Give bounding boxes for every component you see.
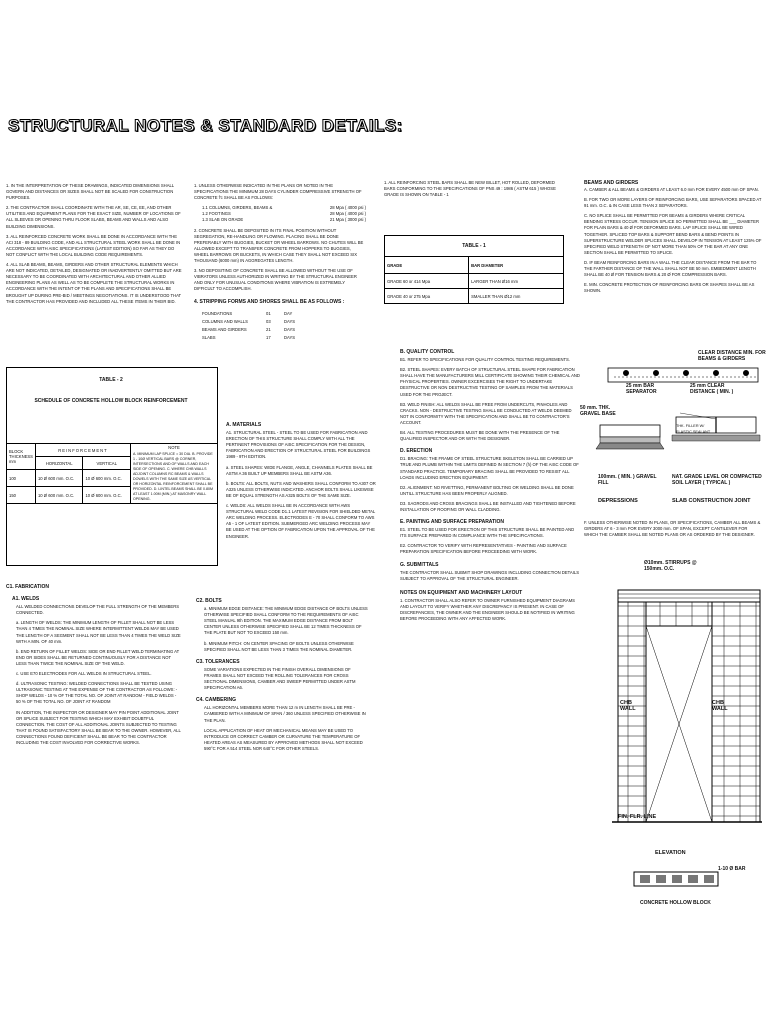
materials-steel: a. STEEL SHAPES: WIDE FLANGE, ANGLE, CHANNELS PLATES SHALL BE ASTM A 36 BUILT UP MEMBERS SHALL BE ASTM A36. (226, 464, 373, 476)
beams-girders-heading: BEAMS AND GIRDERS (584, 180, 639, 186)
welds-text: ALL WELDED CONNECTIONS DEVELOP THE FULL STRENGTH OF THE MEMBERS CONNECTED. (16, 604, 180, 616)
table-1-header: BAR DIAMETER (469, 257, 564, 274)
erection-d3: D3. SAGRODS AND CROSS BRACINGS SHALL BE INSTALLED AND TIGHTENED BEFORE INSTALLATION OF ROOFING OR WALL CLADDING. (400, 500, 576, 512)
finish-floor-line-label: FIN. FLR. LINE (618, 814, 657, 820)
table-cell: GRADE 60 or 414 Mpa (385, 274, 469, 289)
concrete-notes (194, 183, 366, 342)
strength-value: 28 Mpa ( 4000 psi ) (329, 211, 366, 217)
beam-note-b: B. FOR TWO OR MORE LAYERS OF REINFORCING BARS, USE SEPARATORS SPACED AT 91 mm. O.C. & IN CASE LESS THAN 2 SEPARATORS. (584, 197, 762, 209)
table-cell: SMALLER THAN Ø12 mm (469, 289, 564, 304)
table-cell: 10 Ø 600 mm. O.C. (83, 487, 131, 504)
table-cell: 10 Ø 600 mm. O.C. (35, 470, 83, 487)
beam-note-d: D. IF BEAM REINFORCING BARS IN A WALL THE CLEAR DISTANCE FROM THE BAR TO THE FARTHER DISTANCE OF THE WALL SHALL NOT BE 50 mm. EMBEDMENT LENGTH SHALL BE 40 Ø FOR TENSION BARS & 20 Ø FOR COMPRESSION BARS. (584, 259, 757, 278)
table-cell: 10 Ø 600 mm. O.C. (83, 470, 131, 487)
erection-d1: D1. BRACING: THE FRAME OF STEEL STRUCTURE SKELETON SHALL BE CARRIED UP TRUE AND PLUMB WITHIN THE LIMITS DEFINED IN SECTION 7 (h) OF THE AISC CODE OF STANDARD PRACTICE. TEMPORARY BRACING SHALL BE PROVIDED TO RESIST ALL LOADS INCLUDING ERECTION EQUIPMENT. (400, 456, 579, 480)
weld-length: a. LENGTH OF WELDS: THE MINIMUM LENGTH OF FILLET SHALL NOT BE LESS THAN 4 TIMES THE NOMINAL SIZE WHERE INTERMITTENT WELDS MAY BE USED THE LENGTH OF A SEGMENT SHALL NOT BE LESS THAN 4 TIMES THE WELD SIZE WITH A MIN. OF 40 mm. (16, 620, 181, 644)
table-2-note: A. MINIMUM LAP SPLICE = 30 DIA. B. PROVIDE 1 - 10Ø VERTICAL BARS @ CORNER, INTERSECTIONS AND OF WALLS AND EACH SIDE OF OPENING. C. WHERE CHB WALLS ADJOINT COLUMNS RC BEAMS & WALLS DOWELS WITH THE SAME SIZE AS VERTICAL OR HORIZONTAL REINFORCEMENT SHALL BE PROVIDED. D. LINTEL BEAMS SHALL BE 0.80M AT LEAST 1.00M (MIN.) AT MASONRY WALL OPENING. (133, 452, 214, 501)
beam-note-a: A. CAMBER & ALL BEAMS & GIRDERS AT LEAST 6.0 mm FOR EVERY 4500 mm OF SPAN. (584, 187, 759, 192)
cambering-text: ALL HORIZONTAL MEMBERS MORE THAN 12 m IN LENGTH SHALL BE PRE - CAMBERED WITH A MINIMUM OF SPAN / 360 UNLESS SPECIFIED OTHERWISE IN THE PLAN. (204, 705, 366, 723)
painting-heading: E. PAINTING AND SURFACE PREPARATION (400, 519, 504, 526)
depressions-label: DEPRESSIONS (598, 498, 638, 504)
stripping-item: FOUNDATIONS (202, 310, 233, 316)
materials-bolts: b. BOLTS: ALL BOLTS, NUTS AND WASHERS SHALL CONFORM TO A307 OR A325 UNLESS OTHERWISE INDICATED. ANCHOR BOLTS SHALL LIKEWISE BE OF EQUAL STRENGTH AS A325 BOLTS OF THE SAME SIZE. (226, 480, 376, 498)
painting-e1: E1. STEEL TO BE USED FOR ERECTION OF THIS STRUCTURE SHALL BE PAINTED AND ITS SURFACE PREPARED IN COMPLIANCE WITH THE SPECIFICATIONS. (400, 527, 575, 539)
stripping-title: 4. STRIPPING FORMS AND SHORES SHALL BE AS FOLLOWS : (194, 298, 345, 305)
clear-distance-label: CLEAR DISTANCE MIN. FOR BEAMS & GIRDERS (698, 350, 766, 363)
elevation-label: ELEVATION (655, 850, 686, 856)
concrete-note-2: 2. CONCRETE SHALL BE DEPOSITED IN ITS FINAL POSITION WITHOUT SEGREGATION, RE-HANDLING OR FLOWING. PLACING SHALL BE DONE PREFERABLY WITH BUGGIES, BUCKET OR WHEEL BARROWS. NO CHUTES WILL BE ALLOWED EXCEPT TO TRANSFER CONCRETE FROM HOPPERS TO BUGGIES, WHEEL BARROWS OR BUCKETS, IN WHICH CASE THEY SHALL NOT EXCEED SIX THOUSAND (6000 mm) IN AGGREGATES LENGTH. (194, 227, 364, 264)
submittals-text: THE CONTRACTOR SHALL SUBMIT SHOP DRAWINGS INCLUDING CONNECTION DETAILS SUBJECT TO APPROVAL OF THE STRUCTURAL ENGINEER. (400, 569, 579, 581)
strength-list (202, 205, 366, 223)
bar-separator-label: 25 mm BAR SEPARATOR (626, 383, 657, 396)
beam-note-e: E. MIN. CONCRETE PROTECTION OF REINFORCING BARS OR SHAPES SHALL BE AS SHOWN. (584, 282, 755, 294)
table-1-header: GRADE (385, 257, 469, 274)
tolerances-text: SOME VARIATIONS EXPECTED IN THE FINISH OVERALL DIMENSIONS OF FRAMES SHALL NOT EXCEED THE ROLLING TOLERANCES FOR CROSS SECTIONAL DIMENSIONS, CAMBER AND SWEEP PERMITTED UNDER ASTM SPECIFICATION A6. (204, 666, 356, 691)
stripping-row (200, 326, 297, 334)
chb-section (632, 868, 722, 892)
horizontal-header: HORIZONTAL (35, 457, 83, 470)
bolts-heading: C2. BOLTS (196, 598, 222, 604)
materials-a1: A1. STRUCTURAL STEEL - STEEL TO BE USED FOR FABRICATION AND ERECTION OF THIS STRUCTURE SHALL COMPLY WITH ALL THE PERTINENT PROVISIONS OF AISC SPECIFICATION FOR THE DESIGN, FABRICATION AND ERECTION OF STRUCTURAL STEEL FOR BUILDINGS 1989 - 9TH EDITION. (226, 430, 371, 460)
general-note-3: 3. ALL REINFORCED CONCRETE WORK SHALL BE DONE IN ACCORDANCE WITH THE ACI 318 - 89 BUILDING CODE, AND ALL STRUCTURAL STEEL WORK SHALL BE DONE IN ACCORDANCE WITH AISC SPECIFICATIONS (LATEST EDITION) SO FAR AS THEY DO NOT CONFLICT WITH THE LOCAL BUILDING CODE REQUIREMENTS. (6, 233, 181, 257)
cambering-heading: C4. CAMBERING (196, 697, 237, 704)
strength-row (202, 217, 366, 223)
equipment-heading: NOTES ON EQUIPMENT AND MACHINERY LAYOUT (400, 589, 523, 596)
table-row (385, 274, 564, 289)
stripping-table (200, 310, 297, 342)
grade-label: NAT. GRADE LEVEL OR COMPACTED SOIL LAYER ( TYPICAL ) (672, 474, 762, 487)
block-header: BLOCK THICKNESS mm (7, 444, 36, 470)
table-2 (6, 443, 218, 504)
beam-note-c: C. NO SPLICE SHALL BE PERMITTED FOR BEAMS & GIRDERS WHERE CRITICAL BENDING STRESS OCCUR. TENSION SPLICE SO PERMITTED SHALL BE ___ DIAMETER FOR PLAIN BARS & 40 Ø FOR DEFORMED BARS. LAP SPLICE SHALL BE WIRED TOGETHER. SPLICED TOP BARS & SUPPORT BEND BARS & BEND POINTS IN SUPERSTRUCTURE WELDER SPLICES SHALL DEVELOP IN TENSION AT LEAST 125% OF SPECIFIED WELD STRENGTH OF NOT MORE THAN 50% OF THE BAR AT ANY ONE SECTION SHALL BE PERMITTED TO SPLICE. (584, 213, 762, 255)
stripping-unit: DAYS (284, 326, 296, 332)
stripping-num: 01 (266, 310, 271, 316)
painting-e2: E2. CONTRACTOR TO VERIFY WITH REPRESENTATIVES - PAINTING AND SURFACE PREPARATION SPECIFICATION BEFORE PROCEEDING WITH WORK. (400, 543, 567, 555)
chb-wall-left-label: CHB WALL (620, 700, 636, 712)
gravel-base-label: 50 mm. THK. GRAVEL BASE (580, 405, 616, 418)
qc-b1: B1. REFER TO SPECIFICATIONS FOR QUALITY CONTROL TESTING REQUIREMENTS. (400, 357, 571, 363)
filler-label: THK. FILLER W/ ELASTIC SEALANT (676, 424, 711, 435)
stripping-unit: DAYS (284, 318, 296, 324)
strength-value: 28 Mpa ( 4000 psi ) (329, 205, 366, 211)
rebar-note: 1. ALL REINFORCING STEEL BARS SHALL BE NEW BILLET, HOT ROLLED, DEFORMED BARS CONFORMING TO THE SPECIFICATIONS OF PNS 49 : 1986 ( ASTM 615 ) WHOSE GRADE IS SHOWN ON TABLE - 1 (384, 180, 556, 198)
chb-wall-right-label: CHB WALL (712, 700, 728, 712)
tolerances-heading: C3. TOLERANCES (196, 658, 240, 665)
qc-b4: B4. ALL TESTING PROCEDURES MUST BE DONE WITH THE PRESENCE OF THE QUALIFIED INSPECTOR AND OR WITH THE DESIGNER. (400, 430, 560, 442)
stirrups-label: Ø10mm. STIRRUPS @ 150mm. O.C. (644, 560, 697, 573)
quality-control-heading: B. QUALITY CONTROL (400, 349, 455, 355)
gravel-fill-label: 100mm. ( MIN. ) GRAVEL FILL (598, 474, 657, 487)
slab-joint-label: SLAB CONSTRUCTION JOINT (672, 498, 751, 504)
materials-section (226, 416, 376, 544)
table-2-title: TABLE - 2 (99, 377, 123, 383)
qc-b3: B3. WELD FINISH: ALL WELDS SHALL BE FREE FROM UNDERCUTS, PINHOLES AND CRACKS. NON - DESTRUCTIVE TESTING SHALL BE CONDUCTED AT WELDS DEEMED NOT IN CONFORMITY WITH THE SPECIFICATION AND SHALL BE TO CONTRACTOR'S ACCOUNT. (400, 401, 572, 425)
weld-ultrasonic: d. ULTRASONIC TESTING: WELDED CONNECTIONS SHALL BE TESTED USING ULTRASONIC TESTING AT THE EXPENSE OF THE CONTRACTOR AS FOLLOWS: - SHOP WELDS - 10 % OF THE TOTAL NO. OF JOINT AT RANDOM - FIELD WELDS - 50 % OF THE TOTAL NO. OF JOINT AT RANDOM (16, 681, 178, 705)
strength-label: 1.2 FOOTINGS (202, 211, 231, 217)
strength-value: 21 Mpa ( 3000 psi ) (329, 217, 366, 223)
beam-note-f: F. UNLESS OTHERWISE NOTED IN PLANS, OR SPECIFICATIONS, CAMBER ALL BEAMS & GIRDERS AT 6 - 3 mm FOR EVERY 3000 mm. OF SPAN, EXCEPT CANTILEVER FOR WHICH THE CAMBER SHALL BE NOTED PLANS OR AS ORDERED BY THE DESIGNER. (584, 520, 761, 538)
table-cell: GRADE 40 or 275 Mpa (385, 289, 469, 304)
table-cell: 10 Ø 600 mm. O.C. (35, 487, 83, 504)
general-note-2: 2. THE CONTRACTOR SHALL COORDINATE WITH THE AR, SE, CE, EE, AND OTHER UTILITIES AND EQUIPMENT PLANS FOR THE EXACT SIZE, NUMBER OF LOCATIONS OF ALL SLEEVES OR OPENING THRU FLOOR SLABS, BEAMS AND WALLS AND ALSO BUILDING DIMENSIONS. (6, 205, 181, 229)
bolts-pitch: b. MINIMUM PITCH: ON CENTER SPACING OF BOLTS UNLESS OTHERWISE SPECIFIED SHALL NOT BE LESS THAN 3 TIMES THE NOMINAL DIAMETER. (204, 640, 354, 652)
fabrication-section (6, 578, 182, 750)
table-cell: LARGER THAN Ø16 mm (469, 274, 564, 289)
table-2-note-cell (131, 444, 218, 504)
stripping-item: BEAMS AND GIRDERS (202, 326, 247, 332)
table-2-subtitle: SCHEDULE OF CONCRETE HOLLOW BLOCK REINFORCEMENT (34, 398, 188, 404)
vertical-header: VERTICAL (83, 457, 131, 470)
concrete-note-1: 1. UNLESS OTHERWISE INDICATED IN THE PLANS OR NOTED IN THE SPECIFICATIONS THE MINIMUM 28 DAYS CYLINDER COMPRESSIVE STRENGTH OF CONCRETE f'c SHALL BE AS FOLLOWS: (194, 183, 362, 201)
fabrication-heading: C1. FABRICATION (6, 584, 49, 590)
stripping-num: 03 (266, 318, 271, 324)
cambering-text-2: LOCAL APPLICATION OF HEAT OR MECHANICAL MEANS MAY BE USED TO INTRODUCE OR CORRECT CAMBER OR CURVATURE THE TEMPERATURE OF HEATED AREAS AS MEASURED BY APPROVED METHODS SHALL NOT EXCEED 590°C FOR A 514 STEEL NOR 640°C FOR OTHER STEELS. (204, 727, 363, 751)
bolts-edge: a. MINIMUM EDGE DISTANCE: THE MINIMUM EDGE DISTANCE OF BOLTS UNLESS OTHERWISE SPECIFIED SHALL CONFORM TO THE REQUIREMENTS OF AISC STEEL MANUAL 9th EDITION. THE MAXIMUM EDGE DISTANCE FROM BOLT CENTER UNLESS OTHERWISE SPECIFIED SHALL BE 12 TIMES THICKNESS OF THE PLATE BUT NOT TO EXCEED 150 mm. (204, 606, 368, 636)
submittals-heading: G. SUBMITTALS (400, 561, 439, 568)
weld-additional: IN ADDITION, THE INSPECTOR OR DESIGNER MAY PIN POINT ADDITIONAL JOINT OR SPLICE SUBJECT FOR TESTING WHICH MAY EXHIBIT DOUBTFUL CONNECTION. THE COST OF ALL ADDITIONAL JOINTS SUBJECTED TO TESTING THAT IS FOUND SATISFACTORY SHALL BE BEAR TO THE OWNER. HOWEVER, ALL CONNECTIONS FOUND DEFICIENT SHALL BE BEAR TO THE CONTRACTOR INCLUDING THE COST INVOLVED FOR CORRECTIVE WORKS. (16, 709, 181, 745)
table-1 (384, 235, 564, 304)
strength-label: 1.1 COLUMNS, GIRDERS, BEAMS & (202, 205, 273, 211)
quality-control-section (400, 343, 580, 626)
welds-heading: A1. WELDS (12, 596, 40, 603)
sheet-title: STRUCTURAL NOTES & STANDARD DETAILS: (8, 116, 403, 135)
stripping-item: COLUMNS AND WALLS (202, 318, 248, 324)
stripping-num: 21 (266, 326, 271, 332)
clear-min-label: 25 mm CLEAR DISTANCE ( MIN. ) (690, 383, 734, 396)
beams-girders-notes (584, 180, 762, 298)
general-note-1: 1. IN THE INTERPRETATION OF THESE DRAWINGS, INDICATED DIMENSIONS SHALL GOVERN AND DISTANCES OR SIZES SHALL NOT BE SCALED FOR CONSTRUCTION PURPOSES. (6, 183, 174, 201)
bolts-section (196, 592, 368, 756)
erection-d2: D2. ALIGNMENT: NO RIVETTING, PERMANENT BOLTING OR WELDING SHALL BE DONE UNTILL STRUCTURE HAS BEEN PROPERLY ALIGNED. (400, 484, 574, 496)
stripping-row (200, 310, 297, 318)
stripping-row (200, 318, 297, 326)
stripping-unit: DAY (284, 310, 293, 316)
weld-end-return: b. END RETURN OF FILLET WELDS: SIDE OR END FILLET WELD TERMINATING AT END OR SIDES SHALL BE RETURNED CONTINUOUSLY FOR A DISTANCE NOT LESS THAN TWICE THE NOMINAL SIZE OF THE WELD. (16, 648, 180, 666)
qc-b2: B2. STEEL SHAPES: EVERY BATCH OF STRUCTURAL STEEL SHAPE FOR FABRICATION SHALL HAVE THE MANUFACTURERS MILL CERTIFICATE SHOWING THEIR CHEMICAL AND PHYSICAL PROPERTIES. OWNER EXCERCISES THE RIGHT TO UNDERTAKE DESTRUCTIVE OR NON DESTRUCTIVE TESTING OF SAMPLES FROM THE MATERIALS USED FOR THE PROJECT. (400, 367, 580, 397)
stripping-unit: DAYS (284, 334, 296, 340)
materials-welds: c. WELDS: ALL WELDS SHALL BE IN ACCORDANCE WITH AWS STRUCTURAL WELD CODE D1.1 LATEST REVISION FOR SHIELDED METAL ARC WELDING PROCESS. ELECTRODES E - 70 SHALL CONFORM TO AWS A5 - 1 OF LATEST EDITION. SUBMERGED ARC WELDING PROCESS MAY BE USED AT THE OPTION OF FABRICATION UPON THE APPROVAL OF THE ENGINEER. (226, 503, 376, 539)
reinforcement-header: REINFORCEMENT (35, 444, 130, 457)
concrete-note-3: 3. NO DEPOSITING OF CONCRETE SHALL BE ALLOWED WITHOUT THE USE OF VIBRATORS UNLESS AUTHORIZED IN WRITING BY THE STRUCTURAL ENGINEER AND ONLY FOR UNUSUAL CONDITIONS WHERE VIBRATION IS EXTREMELY DIFFICULT TO ACCOMPLISH. (194, 268, 357, 292)
general-note-4: 4. ALL SLAB BEAMS, BEAMS, GIRDERS AND OTHER STRUCTURAL ELEMENTS WHICH ARE NOT INDICATED, DETAILED, DESIGNATED OR INADVERTENTLY OMITTED BUT ARE NECESSARY TO BE COORDINATED WITH ARCHITECTURAL AND OTHER ALLIED ENGINEERING PLANS AS WELL AS TO BE COMPLETE THE STRUCTURAL WORKS IN ACCORDANCE WITH THE INTENT OF THE PLANS AND SPECIFICATIONS SHALL BE BROUGHT UP DURING PRE-BID / MEETINGS NEGOTIATIONS. IT IS UNDERSTOOD THAT THE CONTRACTOR HAS PROVIDED AND INCLUDED ALL THESE ITEMS IN THEIR BID. (6, 262, 182, 304)
general-notes (6, 183, 184, 309)
stripping-row (200, 334, 297, 342)
note-header: NOTE (168, 445, 180, 450)
strength-label: 1.3 SLAB ON GRADE (202, 217, 244, 223)
erection-heading: D. ERECTION (400, 448, 433, 455)
equipment-text: 1. CONTRACTOR SHALL ALSO REFER TO OWNER FURNISHED EQUIPMENT DIAGRAMS AND LAYOUT TO VERIFY WHETHER ANY DISCREPANCY IS PRESENT. IN CASE OF DISCREPANCIES, THE OWNER AND THE ENGINEER SHOULD BE NOTIFIED IN WRITING BEFORE PROCEEDING WITH ANY AFFECTED WORK. (400, 597, 575, 622)
stripping-num: 17 (266, 334, 271, 340)
weld-electrodes: c. USE E70 ELECTRODES FOR ALL WELDS IN STRUCTURAL STEEL. (16, 671, 152, 677)
materials-heading: A. MATERIALS (226, 422, 262, 428)
table-row (385, 289, 564, 304)
table-cell: 150 (7, 487, 36, 504)
table-1-title: TABLE - 1 (385, 236, 564, 257)
table-cell: 100 (7, 470, 36, 487)
bar-label: 1-10 Ø BAR (718, 866, 746, 872)
chb-label: CONCRETE HOLLOW BLOCK (640, 900, 711, 906)
stripping-item: SLABS (202, 334, 216, 340)
